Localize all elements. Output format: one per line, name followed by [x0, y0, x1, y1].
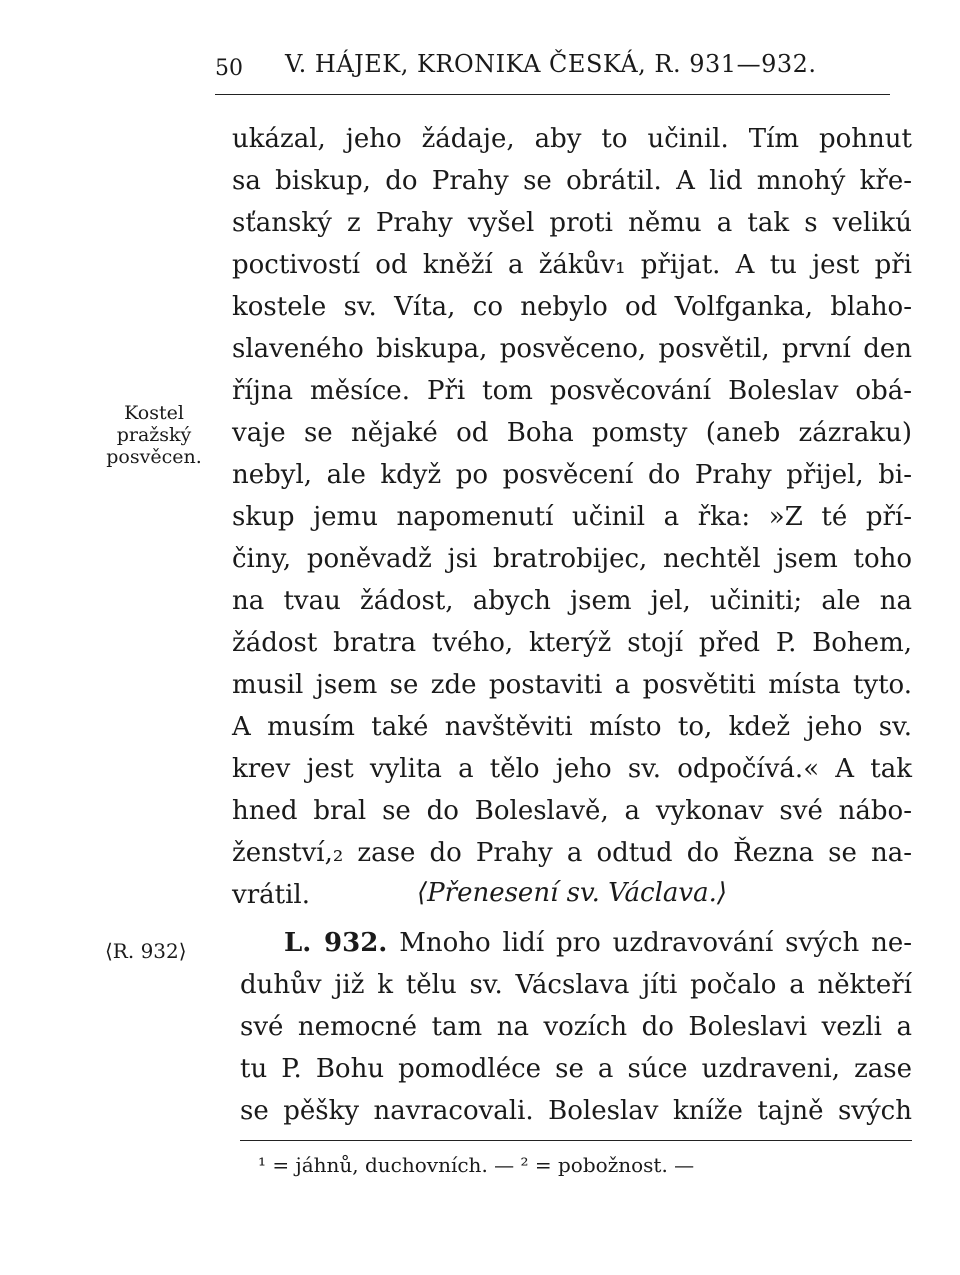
text-line: vaje se nějaké od Boha pomsty (aneb zázraku): [232, 418, 912, 448]
margin-note-kostel: [98, 402, 210, 468]
margin-note-line: pražský: [116, 424, 192, 446]
text-line: duhův již k tělu sv. Vácslava jíti počalo a někteří: [240, 970, 912, 1000]
second-paragraph: [240, 922, 912, 1132]
margin-note-line: Kostel: [124, 402, 184, 424]
header-rule: [215, 94, 890, 95]
text-line: ukázal, jeho žádaje, aby to učinil. Tím pohnut: [232, 124, 912, 154]
running-title: V. HÁJEK, KRONIKA ČESKÁ, R. 931—932.: [285, 50, 817, 78]
text-line: ženství,₂ zase do Prahy a odtud do Řezna se na-: [232, 838, 912, 868]
text-line: musil jsem se zde postaviti a posvětiti místa tyto.: [232, 670, 912, 700]
text-line: nebyl, ale když po posvěcení do Prahy přijel, bi-: [232, 460, 912, 490]
margin-note-line: posvěcen.: [106, 446, 202, 468]
text-line: kostele sv. Víta, co nebylo od Volfganka, blaho-: [232, 292, 912, 322]
text-line: sťanský z Prahy vyšel proti němu a tak s velikú: [232, 208, 912, 238]
text-line: A musím také navštěviti místo to, kdež jeho sv.: [232, 712, 912, 742]
footnote: ¹ = jáhnů, duchovních. — ² = pobožnost. —: [258, 1153, 695, 1177]
text-line: sa biskup, do Prahy se obrátil. A lid mnohý křе-: [232, 166, 912, 196]
text-line: slaveného biskupa, posvěceno, posvětil, první den: [232, 334, 912, 364]
text-line: poctivostí od kněží a žákův₁ přijat. A tu jest při: [232, 250, 912, 280]
text-line: žádost bratra tvého, kterýž stojí před P. Bohem,: [232, 628, 912, 658]
text-line: své nemocné tam na vozích do Boleslavi vezli a: [240, 1012, 912, 1042]
text-line: hned bral se do Boleslavě, a vykonav své nábo-: [232, 796, 912, 826]
text-line: činy, poněvadž jsi bratrobijec, nechtěl jsem toho: [232, 544, 912, 574]
page-number: 50: [215, 56, 243, 81]
text-line: tu P. Bohu pomodléce se a súce uzdraveni, zase: [240, 1054, 912, 1084]
text-line: vrátil.: [232, 880, 310, 910]
section-heading: ⟨Přenesení sv. Václava.⟩: [417, 878, 727, 908]
text-line: [240, 922, 912, 964]
text-line: krev jest vylita a tělo jeho sv. odpočívá.« A tak: [232, 754, 912, 784]
paragraph-lead: L. 932.: [284, 928, 388, 958]
text-line: se pěšky navracovali. Boleslav kníže tajně svých: [240, 1096, 912, 1126]
text-line: na tvau žádost, abych jsem jel, učiniti; ale na: [232, 586, 912, 616]
page-header: [215, 42, 890, 90]
margin-note-year: ⟨R. 932⟩: [105, 939, 187, 963]
text-line: října měsíce. Při tom posvěcování Boleslav obá-: [232, 376, 912, 406]
footnote-rule: [240, 1140, 912, 1141]
text-line: skup jemu napomenutí učinil a řka: »Z té pří-: [232, 502, 912, 532]
main-paragraph: [232, 118, 912, 916]
paragraph-lead-rest: Mnoho lidí pro uzdravování svých ne-: [387, 928, 912, 958]
